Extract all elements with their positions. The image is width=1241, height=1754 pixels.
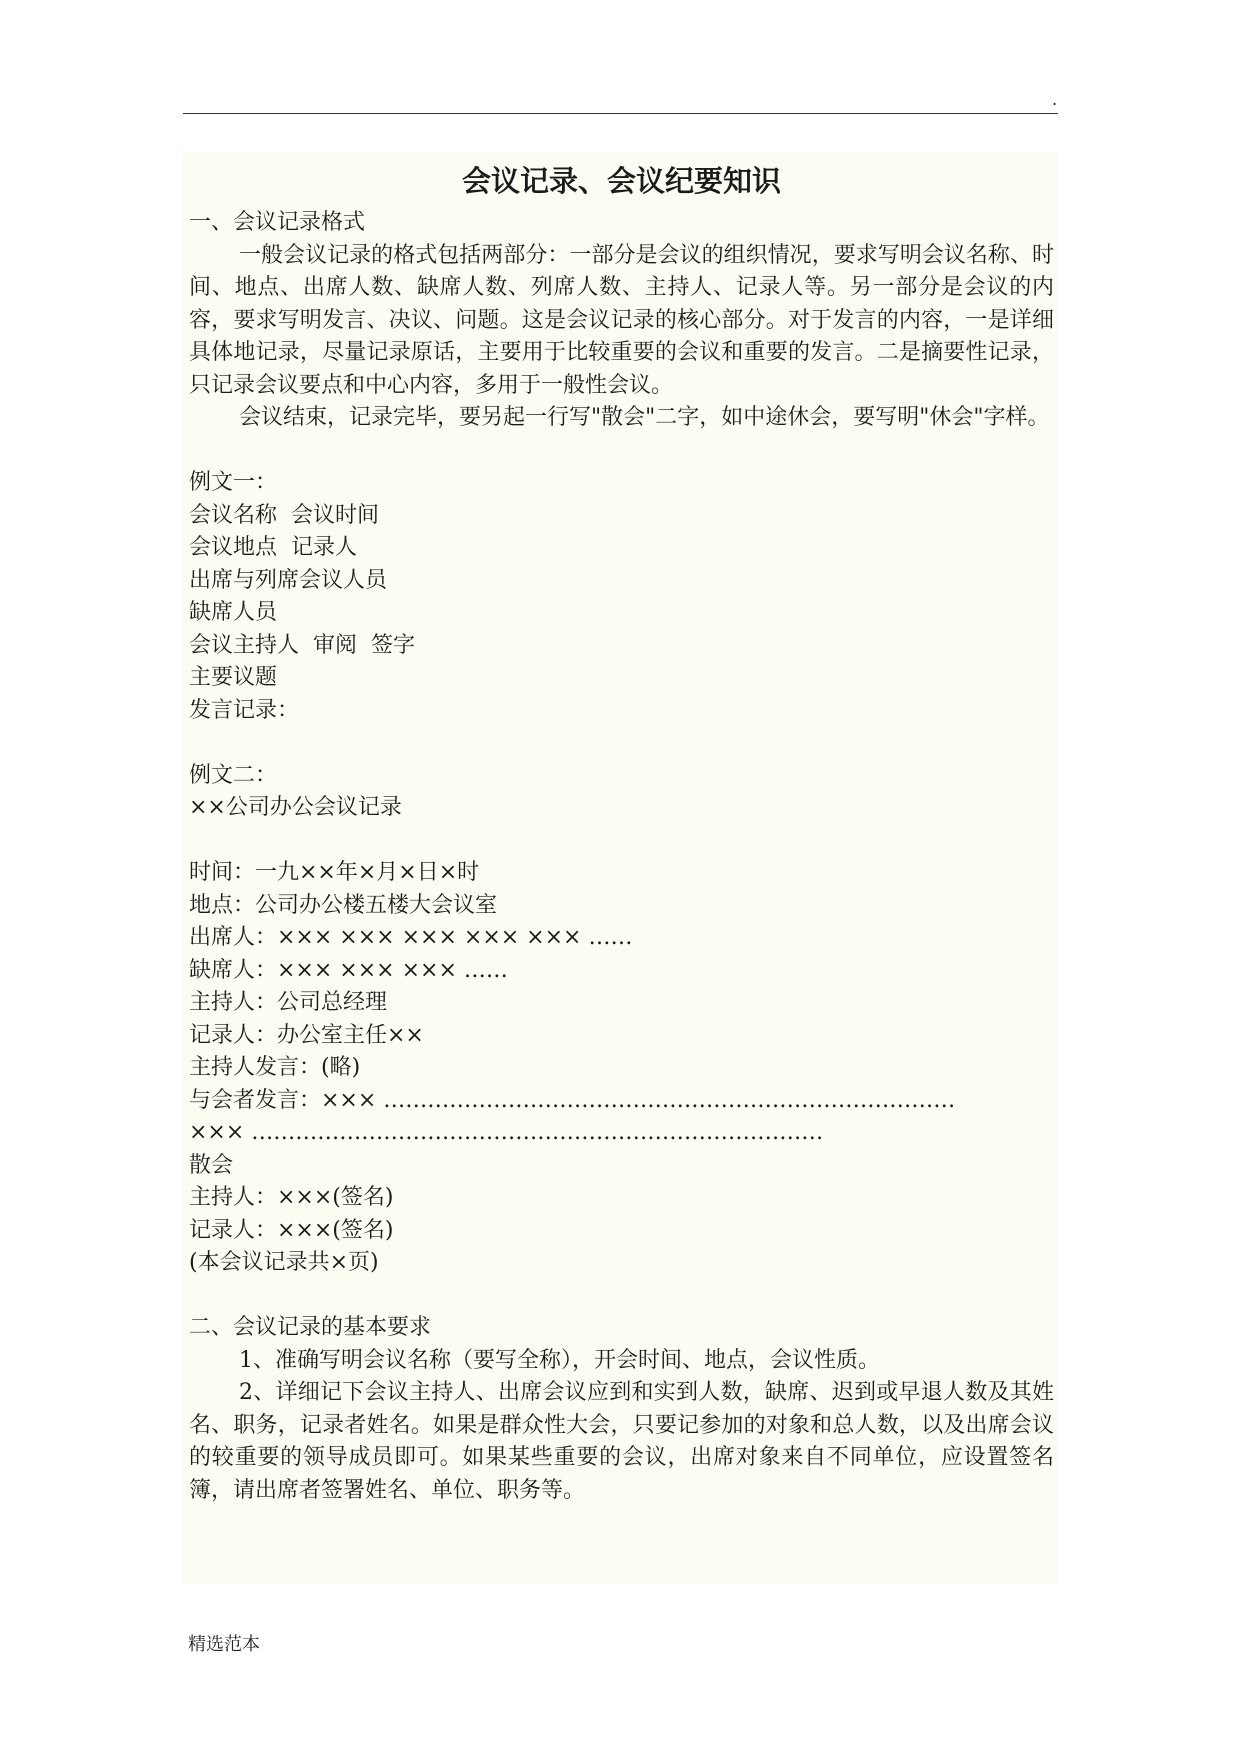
document-title: 会议记录、会议纪要知识 bbox=[461, 164, 781, 198]
example2-line: 主持人：×××(签名) bbox=[189, 1185, 394, 1210]
example1-line: 缺席人员 bbox=[189, 600, 278, 625]
example2-line: ××× …………………………………………………………………… bbox=[189, 1120, 824, 1145]
example2-line: 出席人：××× ××× ××× ××× ××× …… bbox=[189, 925, 633, 950]
example1-line: 发言记录： bbox=[189, 697, 300, 723]
blank-line bbox=[189, 727, 1054, 760]
example2-line: (本会议记录共×页) bbox=[189, 1250, 379, 1275]
example1-line: 会议名称 会议时间 bbox=[189, 502, 379, 528]
example2-line: 散会 bbox=[189, 1152, 234, 1178]
example2-line: 主持人：公司总经理 bbox=[189, 990, 388, 1015]
document-body bbox=[183, 152, 1058, 1584]
blank-line bbox=[189, 435, 1054, 468]
paragraph-format-description: 一般会议记录的格式包括两部分：一部分是会议的组织情况，要求写明会议名称、时间、地点、出席人数、缺席人数、列席人数、主持人、记录人等。另一部分是会议的内容，要求写明发言、决议、问题。这是会议记录的核心部分。对于发言的内容，一是详细具体地记录，尽量记录原话，主要用于比较重要的会议和重要的发言。二是摘要性记录，只记录会议要点和中心内容，多用于一般性会议。 bbox=[189, 242, 1054, 398]
footer-text: 精选范本 bbox=[188, 1634, 260, 1655]
example1-line: 会议地点 记录人 bbox=[189, 535, 357, 560]
example2-line: 记录人：办公室主任×× bbox=[189, 1022, 424, 1048]
requirement-item-1: 1、准确写明会议名称（要写全称），开会时间、地点，会议性质。 bbox=[239, 1347, 880, 1373]
example2-line: 与会者发言：××× …………………………………………………………………… bbox=[189, 1087, 956, 1113]
blank-line bbox=[189, 825, 1054, 858]
paragraph-closing-note: 会议结束，记录完毕，要另起一行写"散会"二字，如中途休会，要写明"休会"字样。 bbox=[239, 405, 1050, 430]
section-heading-format: 一、会议记录格式 bbox=[189, 210, 366, 235]
example2-line: 缺席人：××× ××× ××× …… bbox=[189, 957, 508, 983]
example2-line: 记录人：×××(签名) bbox=[189, 1217, 394, 1243]
example2-line: 时间：一九××年×月×日×时 bbox=[189, 860, 480, 885]
example2-line: 地点：公司办公楼五楼大会议室 bbox=[189, 892, 498, 918]
example1-line: 会议主持人 审阅 签字 bbox=[189, 632, 415, 658]
example2-company-title: ××公司办公会议记录 bbox=[189, 795, 402, 820]
example1-line: 主要议题 bbox=[189, 665, 278, 690]
example2-label: 例文二： bbox=[189, 762, 278, 788]
section-heading-requirements: 二、会议记录的基本要求 bbox=[189, 1315, 432, 1340]
header-rule bbox=[183, 113, 1058, 114]
blank-line bbox=[189, 1280, 1054, 1313]
example2-line: 主持人发言：(略) bbox=[189, 1055, 361, 1080]
example1-label: 例文一： bbox=[189, 470, 278, 495]
requirement-item-2: 2、详细记下会议主持人、出席会议应到和实到人数，缺席、迟到或早退人数及其姓名、职务，记录者姓名。如果是群众性大会，只要记参加的对象和总人数，以及出席会议的较重要的领导成员即可。如果某些重要的会议，出席对象来自不同单位，应设置签名簿，请出席者签署姓名、单位、职务等。 bbox=[189, 1380, 1054, 1503]
header-dot: . bbox=[1052, 90, 1058, 109]
example1-line: 出席与列席会议人员 bbox=[189, 567, 388, 593]
